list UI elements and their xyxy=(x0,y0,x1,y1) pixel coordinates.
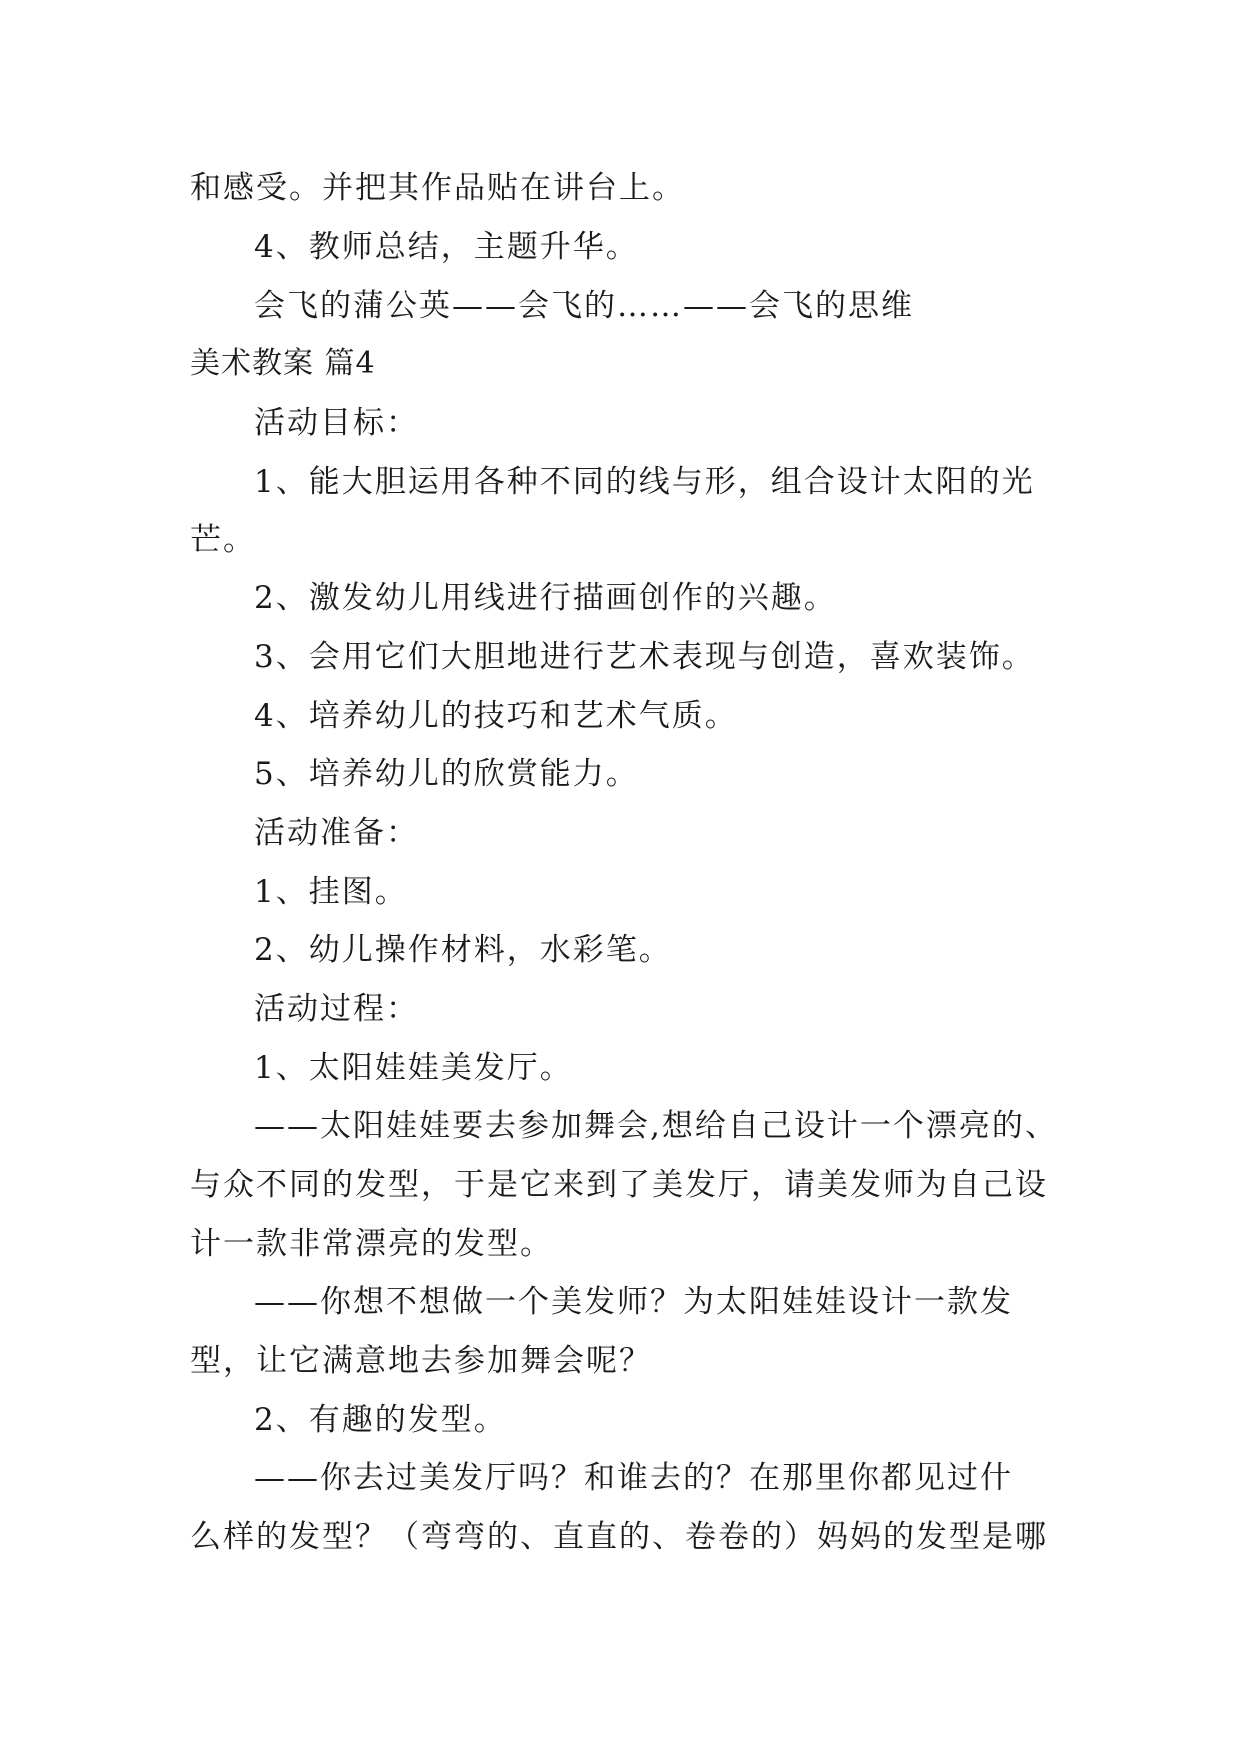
text-line: 2、激发幼儿用线进行描画创作的兴趣。 xyxy=(254,580,837,616)
text-line: 和感受。并把其作品贴在讲台上。 xyxy=(190,170,685,206)
text-line: 芒。 xyxy=(190,522,256,558)
text-line: 活动目标： xyxy=(254,405,419,441)
text-line: 型，让它满意地去参加舞会呢？ xyxy=(190,1343,652,1379)
text-line: 5、培养幼儿的欣赏能力。 xyxy=(254,756,639,792)
text-line: ——你去过美发厅吗？和谁去的？在那里你都见过什 xyxy=(254,1460,1013,1496)
text-line: 活动过程： xyxy=(254,991,419,1027)
text-line: 3、会用它们大胆地进行艺术表现与创造，喜欢装饰。 xyxy=(254,639,1035,675)
text-line: 1、太阳娃娃美发厅。 xyxy=(254,1050,573,1086)
text-line: 计一款非常漂亮的发型。 xyxy=(190,1226,553,1262)
text-line: 活动准备： xyxy=(254,815,419,851)
text-line: 1、能大胆运用各种不同的线与形，组合设计太阳的光 xyxy=(254,464,1035,500)
text-line: 么样的发型？（弯弯的、直直的、卷卷的）妈妈的发型是哪 xyxy=(190,1519,1048,1555)
text-line: ——你想不想做一个美发师？为太阳娃娃设计一款发 xyxy=(254,1284,1013,1320)
text-line: 2、有趣的发型。 xyxy=(254,1402,507,1438)
text-line: 1、挂图。 xyxy=(254,874,408,910)
text-line: 会飞的蒲公英——会飞的……——会飞的思维 xyxy=(254,288,914,324)
text-line: ——太阳娃娃要去参加舞会,想给自己设计一个漂亮的、 xyxy=(254,1108,1058,1144)
text-line: 与众不同的发型，于是它来到了美发厅，请美发师为自己设 xyxy=(190,1167,1048,1203)
section-heading: 美术教案 篇4 xyxy=(190,346,376,381)
text-line: 2、幼儿操作材料，水彩笔。 xyxy=(254,932,672,968)
text-line: 4、培养幼儿的技巧和艺术气质。 xyxy=(254,698,738,734)
text-line: 4、教师总结，主题升华。 xyxy=(254,229,639,265)
